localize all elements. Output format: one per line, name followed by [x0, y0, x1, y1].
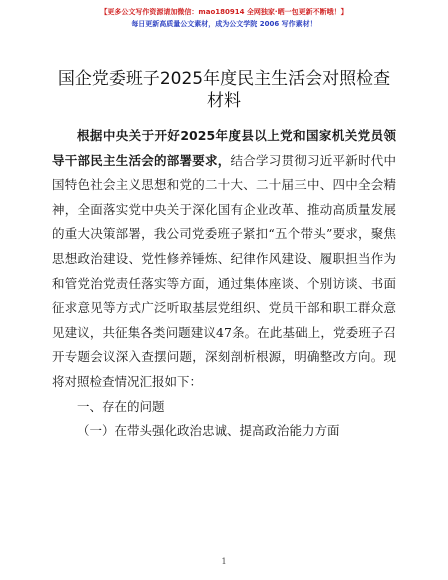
intro-rest: 结合学习贯彻习近平新时代中国特色社会主义思想和党的二十大、二十届三中、四中全会精神，全面落实党中央关于深化国有企业改革、推动高质量发展的重大决策部署，我公司党委班子紧扣“五个带头”要求，聚焦思想政治建设、党性修养锤炼、纪律作风建设、履职担当作为和管党治党责任落实等方面，通过集体座谈、个别访谈、书面征求意见等方式广泛听取基层党组织、党员干部和职工群众意见建议，共征集各类问题建议47条。在此基础上，党委班子召开专题会议深入查摆问题，深刻剖析根源，明确整改方向。现将对照检查情况汇报如下：: [52, 152, 396, 389]
intro-lead: 根据中央关于开好2025年度县以上党和国家机关党员领导干部民主生活会的部署要求，: [52, 128, 396, 168]
promo-banner-blue: 每日更新高质量公文素材，成为公文学院 2006 写作素材！: [131, 20, 317, 28]
page-number: 1: [221, 557, 227, 566]
subsection-heading: （一）在带头强化政治忠诚、提高政治能力方面: [77, 423, 340, 439]
document-title: 国企党委班子2025年度民主生活会对照检查材料: [57, 69, 391, 111]
document-body: [52, 124, 396, 444]
section-heading: 一、存在的问题: [77, 398, 165, 414]
promo-banner-red: 【更多公文写作资源请加微信：mao180914 全网独家·晒一包更新不断哦！】: [100, 8, 348, 16]
intro-paragraph: [52, 124, 396, 395]
